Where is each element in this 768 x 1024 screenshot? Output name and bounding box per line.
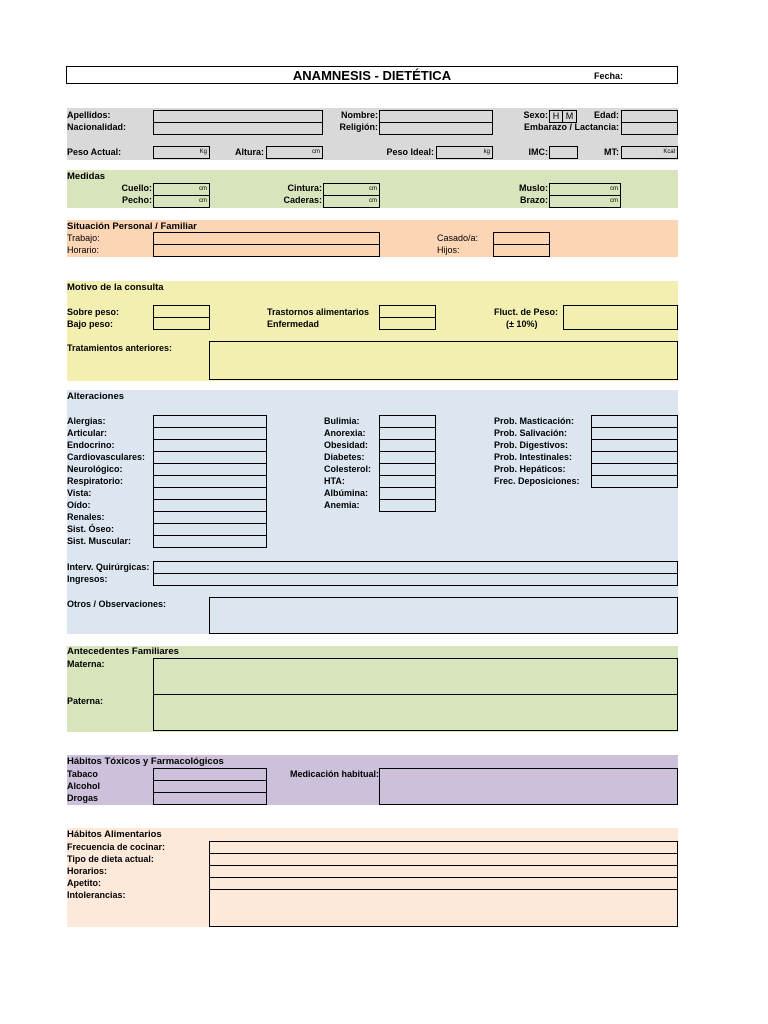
alteration-general-label-7: Oído: xyxy=(67,500,91,510)
ideal-weight-field[interactable] xyxy=(436,146,493,159)
alteration-general-label-8: Renales: xyxy=(67,512,105,522)
weight-fluct-label: Fluct. de Peso: xyxy=(494,307,559,317)
work-label: Trabajo: xyxy=(67,233,100,243)
overweight-label: Sobre peso: xyxy=(67,307,120,317)
sex-label: Sexo: xyxy=(523,110,548,120)
appetite-label: Apetito: xyxy=(67,878,101,888)
nationality-field[interactable] xyxy=(153,122,323,135)
alteration-metabolic-field-7[interactable] xyxy=(379,499,436,512)
chest-label: Pecho: xyxy=(121,195,152,205)
unit-cm-label: cm xyxy=(199,198,207,204)
schedule-field[interactable] xyxy=(153,244,380,257)
weight-fluct-pct-label: (± 10%) xyxy=(506,319,538,329)
weight-fluct-field[interactable] xyxy=(563,305,678,330)
previous-treatments-label: Tratamientos anteriores: xyxy=(67,343,173,353)
unit-kg-label: kg xyxy=(483,149,490,155)
arm-field[interactable] xyxy=(549,195,621,208)
surname-label: Apellidos: xyxy=(67,110,111,120)
arm-label: Brazo: xyxy=(519,195,548,205)
unit-kcal-label: Kcal xyxy=(663,149,675,155)
measurements-title: Medidas xyxy=(67,171,106,182)
eating-disorders-label: Trastornos alimentarios xyxy=(267,307,370,317)
alteration-metabolic-label-2: Obesidad: xyxy=(324,440,369,450)
form-header xyxy=(66,66,678,84)
alteration-digestive-label-3: Prob. Intestinales: xyxy=(494,452,573,462)
name-label: Nombre: xyxy=(340,110,378,120)
thigh-label: Muslo: xyxy=(519,183,548,193)
maternal-label: Materna: xyxy=(67,659,105,669)
married-label: Casado/a: xyxy=(437,233,479,243)
alcohol-label: Alcohol xyxy=(67,781,100,791)
pregnancy-field[interactable] xyxy=(621,122,678,135)
alteration-metabolic-label-5: HTA: xyxy=(324,476,345,486)
alteration-metabolic-label-7: Anemia: xyxy=(324,500,360,510)
alteration-digestive-label-2: Prob. Digestivos: xyxy=(494,440,569,450)
chest-field[interactable] xyxy=(153,195,210,208)
drugs-field[interactable] xyxy=(153,792,267,805)
underweight-field[interactable] xyxy=(153,317,210,330)
consultation-reason-title: Motivo de la consulta xyxy=(67,282,164,293)
height-label: Altura: xyxy=(235,147,264,157)
alteration-metabolic-label-4: Colesterol: xyxy=(324,464,372,474)
alteration-metabolic-label-0: Bulimia: xyxy=(324,416,360,426)
unit-cm-label: cm xyxy=(369,198,377,204)
alteration-general-label-5: Respiratorio: xyxy=(67,476,124,486)
medication-label: Medicación habitual: xyxy=(290,769,380,779)
alteration-general-label-10: Sist. Muscular: xyxy=(67,536,132,546)
children-label: Hijos: xyxy=(437,245,460,255)
unit-cm-label: cm xyxy=(610,186,618,192)
unit-cm-label: cm xyxy=(312,149,320,155)
disease-label: Enfermedad xyxy=(267,319,320,329)
nationality-label: Nacionalidad: xyxy=(67,122,127,132)
height-field[interactable] xyxy=(266,146,323,159)
date-label: Fecha: xyxy=(594,71,624,81)
mt-label: MT: xyxy=(604,147,619,157)
alteration-metabolic-label-6: Albúmina: xyxy=(324,488,368,498)
personal-situation-title: Situación Personal / Familiar xyxy=(67,221,197,232)
pregnancy-label: Embarazo / Lactancia: xyxy=(523,122,619,132)
alteration-digestive-label-5: Frec. Deposiciones: xyxy=(494,476,580,486)
intolerances-label: Intolerancias: xyxy=(67,890,126,900)
alteration-general-label-6: Vista: xyxy=(67,488,92,498)
alterations-title: Alteraciones xyxy=(67,391,125,402)
drugs-label: Drogas xyxy=(67,793,99,803)
cooking-frequency-label: Frecuencia de cocinar: xyxy=(67,842,166,852)
current-weight-label: Peso Actual: xyxy=(67,147,122,157)
hips-label: Caderas: xyxy=(283,195,322,205)
observations-field[interactable] xyxy=(209,597,678,634)
meal-times-label: Horarios: xyxy=(67,866,108,876)
toxic-habits-title: Hábitos Tóxicos y Farmacológicos xyxy=(67,756,224,767)
alteration-digestive-field-5[interactable] xyxy=(591,475,678,488)
age-label: Edad: xyxy=(593,110,619,120)
children-field[interactable] xyxy=(493,244,550,257)
unit-kg-label: Kg xyxy=(199,149,207,155)
mt-field[interactable] xyxy=(621,146,678,159)
alteration-digestive-label-1: Prob. Salivación: xyxy=(494,428,568,438)
paternal-field[interactable] xyxy=(153,694,678,731)
alteration-metabolic-label-3: Diabetes: xyxy=(324,452,365,462)
religion-field[interactable] xyxy=(379,122,493,135)
bmi-field[interactable] xyxy=(549,146,578,159)
alteration-general-field-10[interactable] xyxy=(153,535,267,548)
alteration-general-label-4: Neurológico: xyxy=(67,464,123,474)
maternal-field[interactable] xyxy=(153,658,678,695)
admissions-field[interactable] xyxy=(153,573,678,586)
hips-field[interactable] xyxy=(323,195,380,208)
alteration-general-label-9: Sist. Óseo: xyxy=(67,524,115,534)
neck-label: Cuello: xyxy=(121,183,152,193)
diet-type-label: Tipo de dieta actual: xyxy=(67,854,154,864)
alteration-general-label-2: Endocrino: xyxy=(67,440,115,450)
tobacco-label: Tabaco xyxy=(67,769,98,779)
bmi-label: IMC: xyxy=(528,147,548,157)
alteration-digestive-label-0: Prob. Masticación: xyxy=(494,416,575,426)
alteration-digestive-label-4: Prob. Hepáticos: xyxy=(494,464,566,474)
alteration-metabolic-label-1: Anorexia: xyxy=(324,428,366,438)
unit-cm-label: cm xyxy=(199,186,207,192)
alteration-general-label-1: Articular: xyxy=(67,428,108,438)
sex-h-checkbox[interactable]: H xyxy=(549,110,563,123)
sex-m-checkbox[interactable]: M xyxy=(562,110,577,123)
surgeries-label: Interv. Quirúrgicas: xyxy=(67,562,150,572)
ideal-weight-label: Peso Ideal: xyxy=(386,147,434,157)
admissions-label: Ingresos: xyxy=(67,574,108,584)
observations-label: Otros / Observaciones: xyxy=(67,599,167,609)
eating-habits-title: Hábitos Alimentarios xyxy=(67,829,162,840)
unit-cm-label: cm xyxy=(610,198,618,204)
alteration-general-label-3: Cardiovasculares: xyxy=(67,452,146,462)
form-title: ANAMNESIS - DIETÉTICA xyxy=(292,68,452,83)
medication-field[interactable] xyxy=(379,768,678,805)
disease-field[interactable] xyxy=(379,317,436,330)
current-weight-field[interactable] xyxy=(153,146,210,159)
schedule-label: Horario: xyxy=(67,245,100,255)
waist-label: Cintura: xyxy=(287,183,322,193)
religion-label: Religión: xyxy=(339,122,378,132)
intolerances-field[interactable] xyxy=(209,889,678,927)
alteration-general-label-0: Alergias: xyxy=(67,416,106,426)
previous-treatments-field[interactable] xyxy=(209,341,678,380)
unit-cm-label: cm xyxy=(369,186,377,192)
family-history-title: Antecedentes Familiares xyxy=(67,646,179,657)
paternal-label: Paterna: xyxy=(67,696,104,706)
underweight-label: Bajo peso: xyxy=(67,319,114,329)
